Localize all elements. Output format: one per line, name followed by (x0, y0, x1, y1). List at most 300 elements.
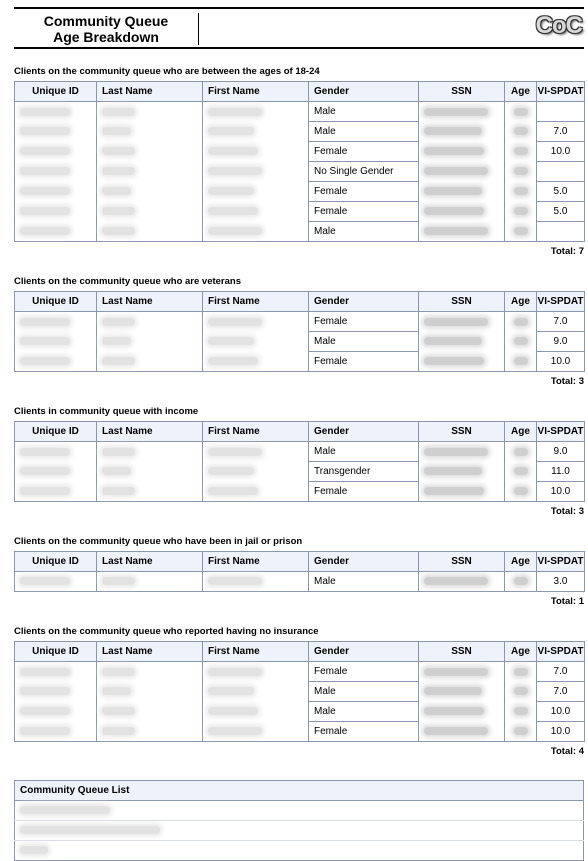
vi-spdat-cell (537, 162, 585, 182)
gender-cell: Male (309, 332, 419, 352)
redacted-text (102, 167, 135, 175)
redacted-text (20, 826, 160, 834)
unique-id-cell (15, 442, 97, 462)
redacted-text (102, 467, 131, 475)
coc-logo: CoC (535, 12, 582, 39)
redacted-text (208, 207, 258, 215)
unique-id-cell (15, 332, 97, 352)
column-header-age: Age (505, 82, 537, 102)
column-header-gender: Gender (309, 552, 419, 572)
redacted-text (424, 467, 482, 475)
last-name-cell (97, 142, 203, 162)
redacted-text (20, 227, 70, 235)
section-total (551, 246, 584, 257)
total-value: 4 (578, 746, 584, 757)
redacted-text (424, 147, 484, 155)
redacted-text (102, 707, 135, 715)
section-total (551, 506, 584, 517)
table-row (15, 332, 585, 352)
vi-spdat-cell: 3.0 (537, 572, 585, 592)
column-header-vi-spdat: VI-SPDAT (537, 552, 585, 572)
redacted-text (424, 668, 488, 676)
table-row (15, 202, 585, 222)
redacted-text (424, 127, 482, 135)
unique-id-cell (15, 102, 97, 122)
column-header-age: Age (505, 642, 537, 662)
section-total (551, 376, 584, 387)
column-header-vi-spdat: VI-SPDAT (537, 292, 585, 312)
column-header-first-name: First Name (203, 82, 309, 102)
redacted-text (424, 727, 488, 735)
table-row (15, 442, 585, 462)
redacted-text (424, 357, 484, 365)
column-header-first-name: First Name (203, 642, 309, 662)
redacted-text (424, 108, 488, 116)
redacted-text (102, 727, 135, 735)
last-name-cell (97, 352, 203, 372)
table-row (15, 122, 585, 142)
redacted-text (208, 467, 254, 475)
redacted-text (514, 577, 528, 585)
ssn-cell (419, 682, 505, 702)
first-name-cell (203, 682, 309, 702)
redacted-text (208, 167, 262, 175)
last-name-cell (97, 572, 203, 592)
vi-spdat-cell (537, 102, 585, 122)
gender-cell: Male (309, 572, 419, 592)
column-header-last-name: Last Name (97, 552, 203, 572)
section-table (14, 81, 585, 242)
gender-cell: Male (309, 122, 419, 142)
vi-spdat-cell: 10.0 (537, 142, 585, 162)
redacted-text (424, 318, 488, 326)
table-row (15, 572, 585, 592)
redacted-text (514, 487, 528, 495)
community-queue-list-header: Community Queue List (15, 781, 584, 801)
ssn-cell (419, 312, 505, 332)
section-title: Clients on the community queue who have been in jail or prison (14, 536, 303, 547)
column-header-last-name: Last Name (97, 422, 203, 442)
column-header-unique-id: Unique ID (15, 82, 97, 102)
redacted-text (514, 318, 528, 326)
last-name-cell (97, 222, 203, 242)
vi-spdat-cell: 10.0 (537, 482, 585, 502)
last-name-cell (97, 122, 203, 142)
redacted-text (514, 207, 528, 215)
redacted-text (514, 668, 528, 676)
first-name-cell (203, 662, 309, 682)
vi-spdat-cell: 10.0 (537, 702, 585, 722)
redacted-text (514, 167, 528, 175)
redacted-text (424, 448, 488, 456)
first-name-cell (203, 722, 309, 742)
redacted-text (102, 207, 135, 215)
redacted-text (424, 687, 482, 695)
gender-cell: Male (309, 702, 419, 722)
ssn-cell (419, 442, 505, 462)
redacted-text (514, 227, 528, 235)
redacted-text (514, 448, 528, 456)
redacted-text (424, 577, 488, 585)
gender-cell: Female (309, 142, 419, 162)
unique-id-cell (15, 662, 97, 682)
redacted-text (208, 357, 258, 365)
table-row (15, 662, 585, 682)
age-cell (505, 572, 537, 592)
section-title: Clients in community queue with income (14, 406, 199, 417)
redacted-text (20, 806, 110, 814)
redacted-text (102, 127, 131, 135)
column-header-last-name: Last Name (97, 292, 203, 312)
table-row (15, 352, 585, 372)
unique-id-cell (15, 162, 97, 182)
report-title (14, 13, 199, 45)
redacted-text (208, 147, 258, 155)
redacted-text (20, 487, 70, 495)
ssn-cell (419, 332, 505, 352)
redacted-text (514, 707, 528, 715)
section-title: Clients on the community queue who are veterans (14, 276, 241, 287)
table-row (15, 801, 584, 821)
column-header-age: Age (505, 292, 537, 312)
age-cell (505, 482, 537, 502)
redacted-text (102, 487, 135, 495)
gender-cell: Male (309, 682, 419, 702)
unique-id-cell (15, 572, 97, 592)
redacted-text (514, 147, 528, 155)
age-cell (505, 682, 537, 702)
redacted-text (208, 687, 254, 695)
last-name-cell (97, 482, 203, 502)
column-header-vi-spdat: VI-SPDAT (537, 642, 585, 662)
redacted-text (20, 687, 70, 695)
first-name-cell (203, 122, 309, 142)
redacted-text (514, 127, 528, 135)
ssn-cell (419, 182, 505, 202)
age-cell (505, 162, 537, 182)
table-row (15, 102, 585, 122)
redacted-text (208, 668, 262, 676)
gender-cell: No Single Gender (309, 162, 419, 182)
unique-id-cell (15, 182, 97, 202)
redacted-text (102, 448, 135, 456)
last-name-cell (97, 442, 203, 462)
gender-cell: Transgender (309, 462, 419, 482)
column-header-vi-spdat: VI-SPDAT (537, 82, 585, 102)
vi-spdat-cell: 7.0 (537, 662, 585, 682)
redacted-text (20, 127, 70, 135)
redacted-text (102, 668, 135, 676)
column-header-vi-spdat: VI-SPDAT (537, 422, 585, 442)
ssn-cell (419, 572, 505, 592)
gender-cell: Female (309, 722, 419, 742)
first-name-cell (203, 702, 309, 722)
column-header-gender: Gender (309, 642, 419, 662)
section-total (551, 746, 584, 757)
section-title: Clients on the community queue who reported having no insurance (14, 626, 319, 637)
redacted-text (514, 687, 528, 695)
age-cell (505, 182, 537, 202)
first-name-cell (203, 162, 309, 182)
redacted-text (20, 207, 70, 215)
first-name-cell (203, 442, 309, 462)
first-name-cell (203, 202, 309, 222)
vi-spdat-cell: 5.0 (537, 202, 585, 222)
redacted-text (514, 337, 528, 345)
redacted-text (20, 318, 70, 326)
section-total (551, 596, 584, 607)
vi-spdat-cell: 9.0 (537, 332, 585, 352)
unique-id-cell (15, 482, 97, 502)
gender-cell: Female (309, 312, 419, 332)
last-name-cell (97, 332, 203, 352)
redacted-text (20, 108, 70, 116)
gender-cell: Female (309, 202, 419, 222)
gender-cell: Female (309, 352, 419, 372)
redacted-text (208, 448, 262, 456)
ssn-cell (419, 722, 505, 742)
last-name-cell (97, 182, 203, 202)
gender-cell: Female (309, 662, 419, 682)
total-label: Total: (550, 376, 577, 387)
first-name-cell (203, 312, 309, 332)
unique-id-cell (15, 122, 97, 142)
table-row (15, 462, 585, 482)
age-cell (505, 332, 537, 352)
vi-spdat-cell: 7.0 (537, 682, 585, 702)
gender-cell: Male (309, 442, 419, 462)
total-value: 3 (578, 376, 584, 387)
redacted-text (20, 357, 70, 365)
redacted-text (20, 577, 70, 585)
last-name-cell (97, 462, 203, 482)
table-row (15, 821, 584, 841)
table-row (15, 722, 585, 742)
last-name-cell (97, 202, 203, 222)
table-row (15, 182, 585, 202)
report-title-line2: Age Breakdown (53, 29, 159, 45)
redacted-text (424, 187, 482, 195)
redacted-text (208, 577, 262, 585)
redacted-text (424, 227, 488, 235)
section-table (14, 641, 585, 742)
age-cell (505, 442, 537, 462)
redacted-text (424, 207, 484, 215)
unique-id-cell (15, 142, 97, 162)
redacted-text (208, 337, 254, 345)
redacted-text (208, 227, 262, 235)
redacted-text (20, 467, 70, 475)
age-cell (505, 722, 537, 742)
column-header-unique-id: Unique ID (15, 642, 97, 662)
column-header-ssn: SSN (419, 82, 505, 102)
redacted-text (102, 357, 135, 365)
first-name-cell (203, 182, 309, 202)
ssn-cell (419, 662, 505, 682)
gender-cell: Female (309, 182, 419, 202)
last-name-cell (97, 312, 203, 332)
report-header (14, 7, 584, 49)
total-value: 7 (578, 246, 584, 257)
redacted-text (208, 127, 254, 135)
first-name-cell (203, 102, 309, 122)
ssn-cell (419, 102, 505, 122)
redacted-text (102, 687, 131, 695)
vi-spdat-cell: 10.0 (537, 352, 585, 372)
redacted-text (208, 487, 258, 495)
section-table (14, 551, 585, 592)
ssn-cell (419, 482, 505, 502)
redacted-text (514, 467, 528, 475)
age-cell (505, 702, 537, 722)
total-value: 1 (578, 596, 584, 607)
redacted-text (20, 167, 70, 175)
column-header-gender: Gender (309, 82, 419, 102)
total-label: Total: (550, 596, 577, 607)
redacted-text (514, 108, 528, 116)
redacted-text (20, 727, 70, 735)
vi-spdat-cell (537, 222, 585, 242)
total-label: Total: (550, 246, 577, 257)
last-name-cell (97, 682, 203, 702)
unique-id-cell (15, 722, 97, 742)
column-header-unique-id: Unique ID (15, 422, 97, 442)
unique-id-cell (15, 312, 97, 332)
vi-spdat-cell: 9.0 (537, 442, 585, 462)
first-name-cell (203, 482, 309, 502)
ssn-cell (419, 352, 505, 372)
age-cell (505, 222, 537, 242)
age-cell (505, 312, 537, 332)
last-name-cell (97, 102, 203, 122)
ssn-cell (419, 122, 505, 142)
table-row (15, 162, 585, 182)
redacted-text (20, 846, 48, 854)
unique-id-cell (15, 462, 97, 482)
table-row (15, 841, 584, 861)
gender-cell: Female (309, 482, 419, 502)
section-table (14, 421, 585, 502)
last-name-cell (97, 162, 203, 182)
column-header-ssn: SSN (419, 552, 505, 572)
age-cell (505, 352, 537, 372)
redacted-text (20, 147, 70, 155)
redacted-text (102, 227, 135, 235)
unique-id-cell (15, 352, 97, 372)
section-title: Clients on the community queue who are between the ages of 18-24 (14, 66, 320, 77)
redacted-text (102, 187, 131, 195)
table-row (15, 482, 585, 502)
total-label: Total: (550, 746, 577, 757)
table-row (15, 702, 585, 722)
ssn-cell (419, 462, 505, 482)
first-name-cell (203, 462, 309, 482)
redacted-text (20, 448, 70, 456)
total-label: Total: (550, 506, 577, 517)
redacted-text (514, 187, 528, 195)
redacted-text (20, 668, 70, 676)
report-title-line1: Community Queue (43, 13, 169, 29)
last-name-cell (97, 702, 203, 722)
column-header-last-name: Last Name (97, 82, 203, 102)
redacted-text (208, 318, 262, 326)
unique-id-cell (15, 222, 97, 242)
first-name-cell (203, 142, 309, 162)
first-name-cell (203, 352, 309, 372)
total-value: 3 (578, 506, 584, 517)
table-row (15, 682, 585, 702)
redacted-text (102, 337, 131, 345)
column-header-last-name: Last Name (97, 642, 203, 662)
first-name-cell (203, 572, 309, 592)
ssn-cell (419, 162, 505, 182)
age-cell (505, 122, 537, 142)
vi-spdat-cell: 5.0 (537, 182, 585, 202)
table-row (15, 312, 585, 332)
redacted-text (208, 187, 254, 195)
community-queue-list-table (14, 780, 584, 861)
vi-spdat-cell: 11.0 (537, 462, 585, 482)
column-header-first-name: First Name (203, 422, 309, 442)
redacted-text (102, 318, 135, 326)
last-name-cell (97, 662, 203, 682)
column-header-gender: Gender (309, 422, 419, 442)
column-header-ssn: SSN (419, 292, 505, 312)
column-header-ssn: SSN (419, 642, 505, 662)
redacted-text (424, 707, 484, 715)
column-header-unique-id: Unique ID (15, 552, 97, 572)
vi-spdat-cell: 7.0 (537, 312, 585, 332)
redacted-text (424, 337, 482, 345)
redacted-text (102, 108, 135, 116)
redacted-text (20, 707, 70, 715)
last-name-cell (97, 722, 203, 742)
redacted-text (102, 577, 135, 585)
unique-id-cell (15, 682, 97, 702)
first-name-cell (203, 332, 309, 352)
column-header-ssn: SSN (419, 422, 505, 442)
column-header-first-name: First Name (203, 292, 309, 312)
vi-spdat-cell: 10.0 (537, 722, 585, 742)
age-cell (505, 142, 537, 162)
ssn-cell (419, 142, 505, 162)
ssn-cell (419, 222, 505, 242)
redacted-text (208, 707, 258, 715)
redacted-text (208, 108, 262, 116)
unique-id-cell (15, 702, 97, 722)
redacted-text (20, 187, 70, 195)
column-header-age: Age (505, 422, 537, 442)
column-header-unique-id: Unique ID (15, 292, 97, 312)
redacted-text (102, 147, 135, 155)
unique-id-cell (15, 202, 97, 222)
redacted-text (20, 337, 70, 345)
age-cell (505, 102, 537, 122)
redacted-text (514, 357, 528, 365)
column-header-first-name: First Name (203, 552, 309, 572)
column-header-age: Age (505, 552, 537, 572)
first-name-cell (203, 222, 309, 242)
gender-cell: Male (309, 222, 419, 242)
vi-spdat-cell: 7.0 (537, 122, 585, 142)
section-table (14, 291, 585, 372)
redacted-text (424, 167, 488, 175)
table-row (15, 222, 585, 242)
gender-cell: Male (309, 102, 419, 122)
redacted-text (208, 727, 262, 735)
column-header-gender: Gender (309, 292, 419, 312)
table-row (15, 142, 585, 162)
